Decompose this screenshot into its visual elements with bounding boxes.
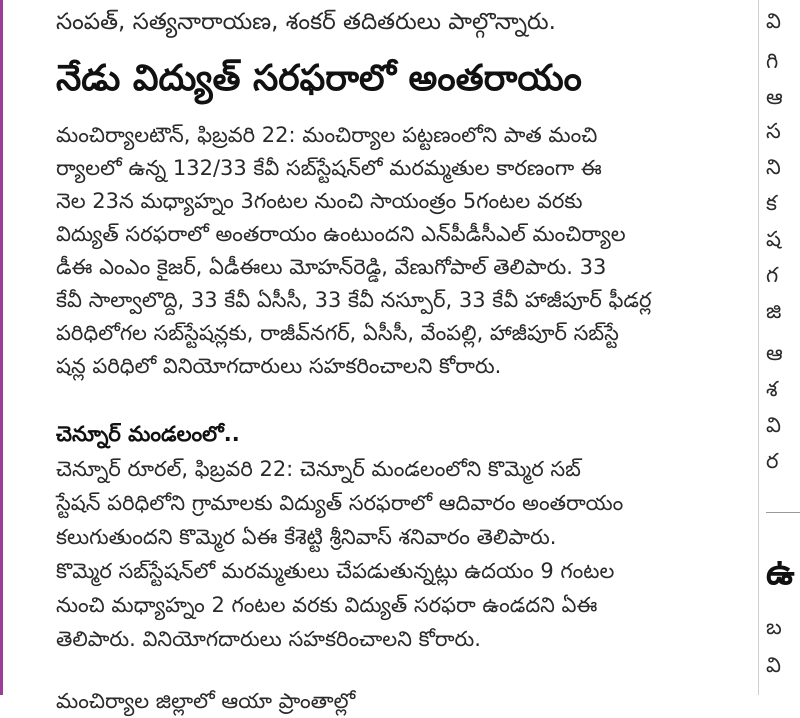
adjacent-column-rule bbox=[766, 512, 800, 513]
paragraph2-line: స్టేషన్ పరిధిలోని గ్రామాలకు విద్యుత్ సరఫరాలో ఆదివారం అంతరాయం bbox=[56, 491, 624, 515]
adjacent-column-text: జి bbox=[766, 299, 782, 323]
adjacent-column-text: క bbox=[766, 191, 777, 215]
previous-article-closing-line: సంపత్, సత్యనారాయణ, శంకర్ తదితరులు పాల్గొన్నారు. bbox=[56, 9, 556, 35]
paragraph1-line: ర్యాలలో ఉన్న 132/33 కేవీ సబ్‌స్టేషన్‌లో మరమ్మతుల కారణంగా ఈ bbox=[56, 156, 602, 180]
adjacent-column-text: ర bbox=[766, 449, 779, 473]
adjacent-column-text: శ bbox=[766, 377, 778, 401]
page-left-border bbox=[0, 0, 3, 695]
paragraph1-line: కేవీ సాల్వాలొద్ది, 33 కేవీ ఏసీసీ, 33 కేవీ నస్పూర్, 33 కేవీ హాజీపూర్ ఫీడర్ల bbox=[56, 288, 652, 312]
paragraph1-line: పరిధిలోగల సబ్‌స్టేషన్లకు, రాజీవ్‌నగర్, ఏసీసీ, వేంపల్లి, హాజీపూర్ సబ్‌స్టే bbox=[56, 321, 619, 345]
paragraph2-line: కలుగుతుందని కొమ్మెర ఏఈ కేశెట్టి శ్రీనివాస్ శనివారం తెలిపారు. bbox=[56, 525, 557, 549]
paragraph1-line: నెల 23న మధ్యాహ్నం 3గంటల నుంచి సాయంత్రం 5గంటల వరకు bbox=[56, 189, 583, 213]
adjacent-column-text: వి bbox=[766, 653, 781, 677]
paragraph1-line: విద్యుత్ సరఫరాలో అంతరాయం ఉంటుందని ఎన్‌పీడీసీఎల్ మంచిర్యాల bbox=[56, 222, 626, 246]
cut-off-next-line: మంచిర్యాల జిల్లాలో ఆయా ప్రాంతాల్లో bbox=[56, 689, 356, 713]
adjacent-column-text: గ bbox=[766, 263, 779, 287]
adjacent-column-text: ని bbox=[766, 155, 781, 179]
paragraph2-line: నుంచి మధ్యాహ్నం 2 గంటల వరకు విద్యుత్ సరఫరా ఉండదని ఏఈ bbox=[56, 593, 598, 617]
column-divider bbox=[758, 0, 759, 695]
section-subhead: చెన్నూర్ మండలంలో.. bbox=[56, 422, 240, 446]
paragraph1-line: డీఈ ఎంఎం కైజర్, ఏడీఈలు మోహన్‌రెడ్డి, వేణుగోపాల్ తెలిపారు. 33 bbox=[56, 255, 607, 279]
paragraph2-line: కొమ్మెర సబ్‌స్టేషన్‌లో మరమ్మతులు చేపడుతున్నట్లు ఉదయం 9 గంటల bbox=[56, 559, 615, 583]
adjacent-column-text: గి bbox=[766, 49, 779, 73]
adjacent-column-text: ష bbox=[766, 227, 781, 251]
adjacent-column-fragment bbox=[766, 0, 800, 695]
paragraph2-line: తెలిపారు. వినియోగదారులు సహకరించాలని కోరారు. bbox=[56, 627, 481, 651]
paragraph1-line: షన్ల పరిధిలో వినియోగదారులు సహకరించాలని కోరారు. bbox=[56, 354, 502, 378]
article-headline: నేడు విద్యుత్ సరఫరాలో అంతరాయం bbox=[56, 58, 582, 99]
paragraph1-line: మంచిర్యాలటౌన్, ఫిబ్రవరి 22: మంచిర్యాల పట్టణంలోని పాత మంచి bbox=[56, 123, 598, 147]
adjacent-column-text: వి bbox=[766, 413, 781, 437]
paragraph2-line: చెన్నూర్ రూరల్, ఫిబ్రవరి 22: చెన్నూర్ మండలంలోని కొమ్మెర సబ్ bbox=[56, 457, 581, 481]
adjacent-headline-fragment: ఉ bbox=[766, 552, 795, 593]
adjacent-column-text: ఆ bbox=[766, 85, 783, 109]
adjacent-column-text: బ bbox=[766, 615, 782, 639]
adjacent-column-text: ఆ bbox=[766, 341, 783, 365]
adjacent-column-text: స bbox=[766, 119, 781, 143]
adjacent-column-text: వి bbox=[766, 9, 781, 33]
